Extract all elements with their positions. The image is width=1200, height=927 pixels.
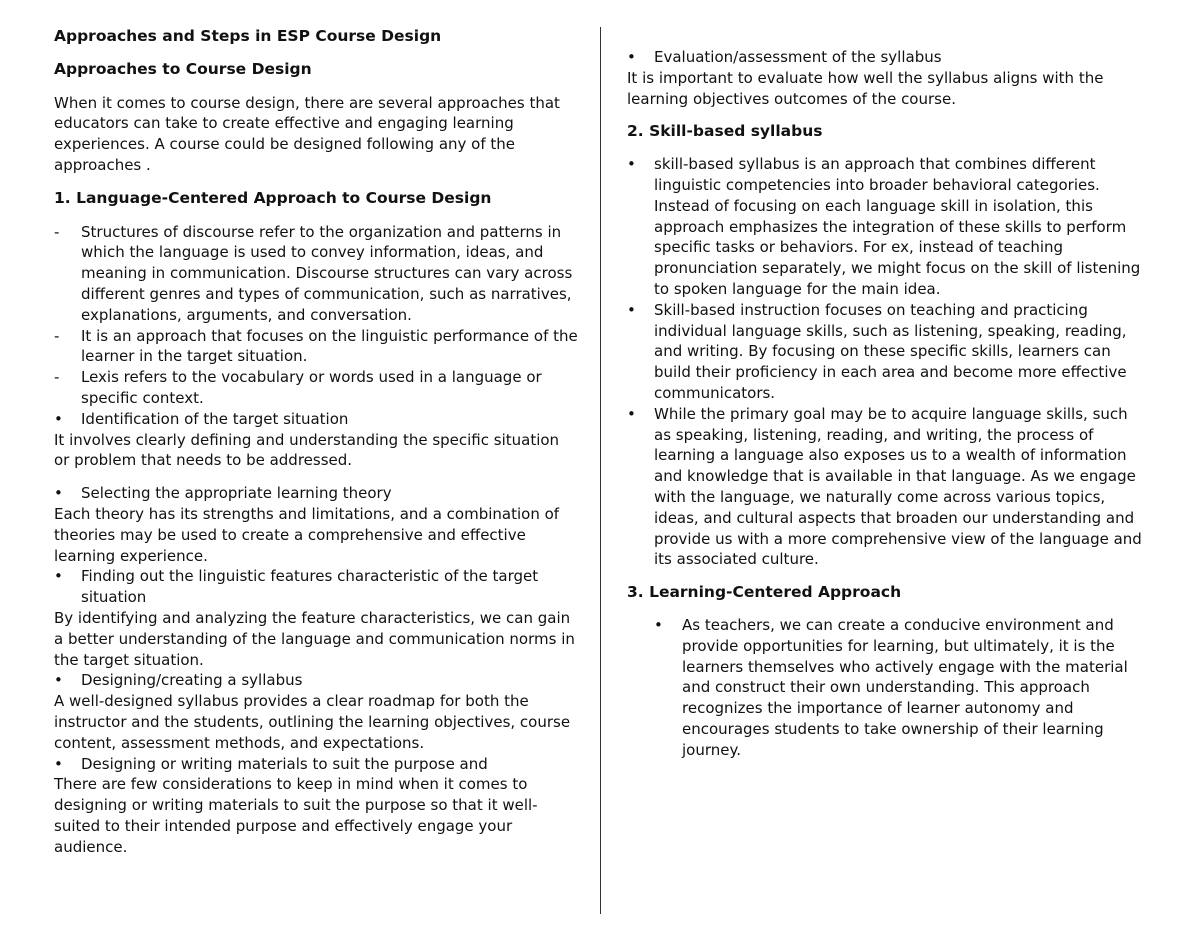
step-text: By identifying and analyzing the feature characteristics, we can gain a better understanding of the language and communication norms in the target situation. [54,608,575,669]
document-title: Approaches and Steps in ESP Course Design [54,27,442,45]
bullet-marker: • [627,404,636,423]
list-item: • As teachers, we can create a conducive environment and provide opportunities for learning, but ultimately, it is the learners themselves who actively engage with the material and construct their own understanding. This approach recognizes the importance of learner autonomy and encourages students to take ownership of their learning journey. [654,615,1128,759]
bullet-marker: • [627,155,636,174]
bullet-marker: • [654,615,663,634]
step-text: It is important to evaluate how well the syllabus aligns with the learning objectives outcomes of the course. [627,68,1104,108]
step-bullet: • Designing/creating a syllabus [54,671,303,690]
section-1-heading: 1. Language-Centered Approach to Course Design [54,188,492,207]
section-2-heading: 2. Skill-based syllabus [627,122,823,141]
list-item: • skill-based syllabus is an approach that combines different linguistic competencies into broader behavioral categories. Instead of focusing on each language skill in isolation, this approach emphasizes the integration of these skills to perform specific tasks or behaviors. For ex, instead of teaching pronunciation separately, we might focus on the skill of listening to spoken language for the main idea. [627,155,1141,298]
skill-based-list [627,154,1147,570]
step-4 [54,670,578,691]
bullet-marker: • [54,484,63,503]
dash-marker: - [54,368,60,387]
dash-marker: - [54,326,60,345]
step-text: A well-designed syllabus provides a clear roadmap for both the instructor and the students, outlining the learning objectives, course content, assessment methods, and expectations. [54,692,571,752]
bullet-marker: • [54,754,63,773]
list-item: - Structures of discourse refer to the organization and patterns in which the language is used to convey information, ideas, and meaning in communication. Discourse structures can vary across different genres and types of communication, such as narratives, explanations, arguments, and conversation. [54,222,573,324]
list-item: - It is an approach that focuses on the linguistic performance of the learner in the target situation. [54,326,578,366]
step-5 [54,754,578,775]
step-text: It involves clearly defining and understanding the specific situation or problem that needs to be addressed. [54,430,560,470]
dash-marker: - [54,222,60,241]
evaluation-step [627,47,1147,68]
bullet-marker: • [627,300,636,319]
bullet-marker: • [54,671,63,690]
list-item: • Skill-based instruction focuses on teaching and practicing individual language skills, such as listening, speaking, reading, and writing. By focusing on these specific skills, learners can build their proficiency in each area and become more effective communicators. [627,300,1127,402]
step-bullet: • Selecting the appropriate learning theory [54,484,392,503]
bullet-marker: • [54,567,63,586]
step-2 [54,483,578,504]
column-divider [600,27,601,914]
step-bullet: • Finding out the linguistic features characteristic of the target situation [54,567,539,607]
learning-centered-list [654,615,1147,761]
intro-paragraph: When it comes to course design, there are several approaches that educators can take to create effective and engaging learning experiences. A course could be designed following any of the approaches . [54,93,560,174]
step-3 [54,566,578,608]
section-3-heading: 3. Learning-Centered Approach [627,583,902,602]
step-bullet: • Evaluation/assessment of the syllabus [627,48,942,66]
step-1 [54,409,578,430]
approaches-subtitle: Approaches to Course Design [54,59,312,78]
bullet-marker: • [54,409,63,428]
list-item: • While the primary goal may be to acquire language skills, such as speaking, listening, reading, and writing, the process of learning a language also exposes us to a wealth of information and knowledge that is available in that language. As we engage with the language, we naturally come across various topics, ideas, and cultural aspects that broaden our understanding and provide us with a more comprehensive view of the language and its associated culture. [627,404,1142,569]
left-column [54,26,578,857]
step-text: Each theory has its strengths and limitations, and a combination of theories may be used to create a comprehensive and effective learning experience. [54,504,560,565]
list-item: - Lexis refers to the vocabulary or words used in a language or specific context. [54,368,542,407]
bullet-marker: • [627,48,636,66]
step-bullet: • Designing or writing materials to suit the purpose and [54,754,488,773]
right-column [627,47,1147,761]
step-text: There are few considerations to keep in mind when it comes to designing or writing materials to suit the purpose so that it well-suited to their intended purpose and effectively engage your audience. [54,775,538,856]
step-bullet: • Identification of the target situation [54,409,349,428]
discourse-dash-list [54,222,578,409]
